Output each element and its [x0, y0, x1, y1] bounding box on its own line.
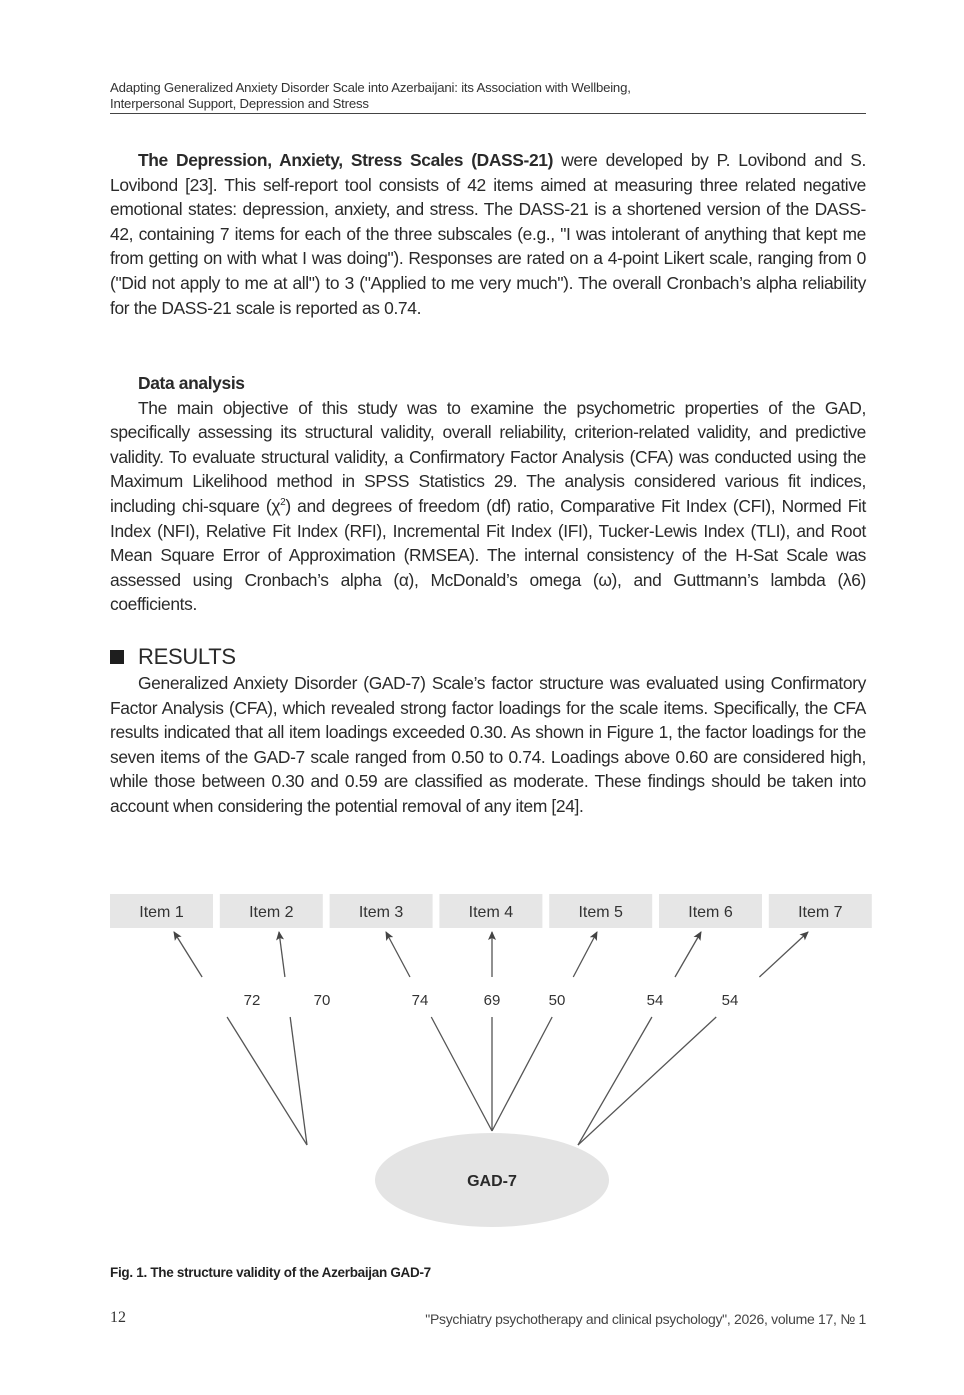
data-analysis-heading: Data analysis: [138, 373, 245, 393]
cfa-diagram: [0, 880, 964, 1240]
item-label-4: Item 4: [468, 904, 514, 921]
loading-label-6: 54: [646, 992, 664, 1009]
loading-arrow-7: [759, 932, 808, 977]
loading-label-1: 72: [243, 992, 261, 1009]
loading-path-lower-3: [431, 1017, 492, 1131]
results-paragraph: Generalized Anxiety Disorder (GAD-7) Scale’s factor structure was evaluated using Confirmatory Factor Analysis (CFA), which revealed strong factor loadings for the scale items. Specifically, the CFA results indicated that all item loadings exceeded 0.30. As shown in Figure 1, the factor loadings for the seven items of the GAD-7 scale ranged from 0.50 to 0.74. Loadings above 0.60 are considered high, while those between 0.30 and 0.59 are classified as moderate. These findings should be taken into account when considering the potential removal of any item [24].: [110, 673, 866, 816]
chi-square-superscript: 2: [280, 497, 286, 509]
section-square-icon: [110, 650, 124, 664]
item-label-1: Item 1: [139, 904, 184, 921]
factor-label: GAD-7: [467, 1173, 517, 1190]
loading-arrow-1: [174, 932, 202, 977]
results-heading: RESULTS: [110, 644, 236, 670]
loading-path-lower-1: [227, 1017, 307, 1145]
dass-lead: The Depression, Anxiety, Stress Scales (DASS-21): [138, 150, 554, 170]
item-label-3: Item 3: [358, 904, 404, 921]
running-title-line1: Adapting Generalized Anxiety Disorder Scale into Azerbaijani: its Association with Wellbeing,: [110, 80, 631, 95]
journal-footer: "Psychiatry psychotherapy and clinical psychology", 2026, volume 17, № 1: [425, 1311, 866, 1327]
page-number: 12: [110, 1309, 126, 1326]
loading-arrow-5: [573, 932, 597, 977]
running-title-line2: Interpersonal Support, Depression and Stress: [110, 96, 369, 111]
item-label-6: Item 6: [688, 904, 733, 921]
loading-label-5: 50: [548, 992, 566, 1009]
dass-paragraph: [110, 148, 866, 320]
item-label-2: Item 2: [249, 904, 294, 921]
loading-path-lower-6: [578, 1017, 652, 1145]
data-analysis-section: [110, 371, 866, 617]
loading-label-4: 69: [483, 992, 501, 1009]
item-label-7: Item 7: [798, 904, 843, 921]
loading-path-lower-5: [492, 1017, 552, 1131]
loading-path-lower-7: [578, 1017, 716, 1145]
loading-label-2: 70: [313, 992, 331, 1009]
figure-caption: Fig. 1. The structure validity of the Azerbaijan GAD-7: [110, 1265, 431, 1280]
running-header: [110, 80, 866, 114]
loading-arrow-2: [279, 932, 285, 977]
dass-text: were developed by P. Lovibond and S. Lovibond [23]. This self-report tool consists of 42 items aimed at measuring three related negative emotional states: depression, anxiety, and stress. The DASS-21 is a shortened version of the DASS-42, containing 7 items for each of the three subscales (e.g., "I was intolerant of anything that kept me from getting on with what I was doing"). Responses are rated on a 4-point Likert scale, ranging from 0 ("Did not apply to me at all") to 3 ("Applied to me very much"). The overall Cronbach’s alpha reliability for the DASS-21 scale is reported as 0.74.: [110, 150, 866, 318]
item-label-5: Item 5: [578, 904, 623, 921]
loading-arrow-6: [675, 932, 701, 977]
loading-arrow-3: [386, 932, 410, 977]
loading-path-lower-2: [290, 1017, 307, 1145]
loading-label-3: 74: [411, 992, 429, 1009]
data-analysis-paragraph: The main objective of this study was to examine the psychometric properties of the GAD, specifically assessing its structural validity, overall reliability, criterion-related validity, and predictive validity. To evaluate structural validity, a Confirmatory Factor Analysis (CFA) was conducted using the Maximum Likelihood method in SPSS Statistics 29. The analysis considered various fit indices, including chi-square $(\chi^2)$ and degrees of freedom (df) ratio, Comparative Fit Index (CFI), Normed Fit Index (NFI), Relative Fit Index (RFI), Incremental Fit Index (IFI), Tucker-Lewis Index (TLI), and Root Mean Square Error of Approximation (RMSEA). The internal consistency of the H-Sat Scale was assessed using Cronbach’s alpha (α), McDonald’s omega (ω), and Guttmann’s lambda (λ6) coefficients.: [110, 397, 866, 615]
loading-label-7: 54: [721, 992, 739, 1009]
